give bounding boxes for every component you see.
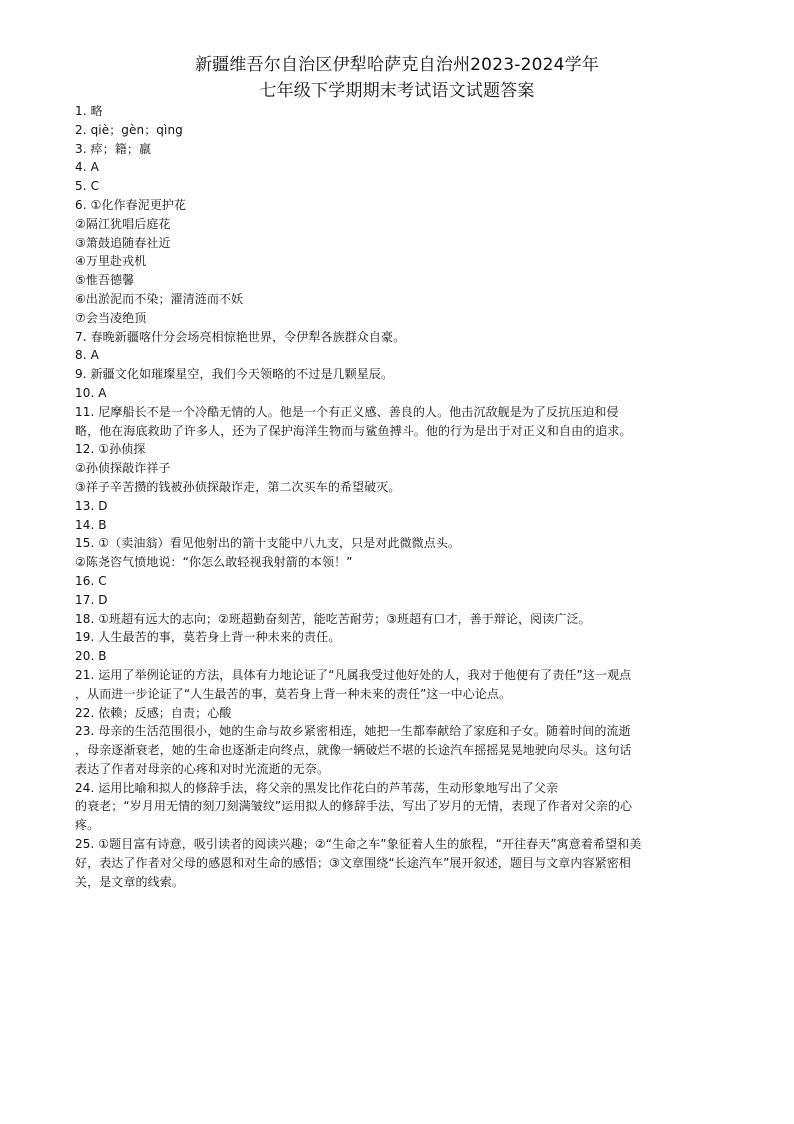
answer-line: 22. 依赖；反感；自责；心酸	[75, 705, 232, 720]
answer-line: 21. 运用了举例论证的方法，具体有力地论证了“凡属我受过他好处的人，我对于他便有了责任”这一观点	[75, 667, 632, 682]
answer-line: 11. 尼摩船长不是一个冷酷无情的人。他是一个有正义感、善良的人。他击沉敌舰是为了反抗压迫和侵	[75, 404, 619, 419]
answer-line: 25. ①题目富有诗意，吸引读者的阅读兴趣；②“生命之车”象征着人生的旅程，“开往春天”寓意着希望和美	[75, 837, 642, 852]
answer-line: 好，表达了作者对父母的感恩和对生命的感悟；③文章围绕“长途汽车”展开叙述，题目与文章内容紧密相	[75, 855, 631, 870]
answer-line: 关，是文章的线索。	[75, 874, 184, 889]
answer-line: 6. ①化作春泥更护花	[75, 197, 187, 212]
answer-line: 15. ①（卖油翁）看见他射出的箭十支能中八九支，只是对此微微点头。	[75, 536, 461, 551]
document-title	[0, 52, 794, 104]
answer-line: 7. 春晚新疆喀什分会场亮相惊艳世界，令伊犁各族群众自豪。	[75, 329, 406, 344]
answer-line: 3. 瘁；籍；羸	[75, 141, 152, 156]
answer-line: 9. 新疆文化如璀璨星空，我们今天领略的不过是几颗星辰。	[75, 367, 394, 382]
answer-line: 2. qiè；gèn；qìng	[75, 122, 183, 137]
answer-line: 表达了作者对母亲的心疼和对时光流逝的无奈。	[75, 761, 330, 776]
answer-line: 4. A	[75, 160, 99, 175]
answer-line: ④万里赴戎机	[75, 254, 147, 269]
answer-line: 19. 人生最苦的事，莫若身上背一种未来的责任。	[75, 630, 341, 645]
answer-line: 的衰老；“岁月用无情的刻刀刻满皱纹”运用拟人的修辞手法，写出了岁月的无情，表现了作者对父亲的心	[75, 799, 633, 814]
answer-line: ③箫鼓追随春社近	[75, 235, 171, 250]
title-line-2: 七年级下学期期末考试语文试题答案	[259, 81, 535, 101]
answer-line: 20. B	[75, 649, 107, 664]
answer-list	[75, 102, 721, 891]
answer-line: 8. A	[75, 348, 99, 363]
answer-line: 1. 略	[75, 104, 103, 118]
answer-line: ②隔江犹唱后庭花	[75, 216, 171, 231]
answer-line: 14. B	[75, 517, 107, 532]
answer-line: 17. D	[75, 592, 108, 607]
answer-line: ，从而进一步论证了“人生最苦的事，莫若身上背一种未来的责任”这一中心论点。	[75, 686, 512, 701]
answer-line: 13. D	[75, 498, 108, 513]
answer-line: ②孙侦探敲诈祥子	[75, 461, 171, 476]
answer-line: ③祥子辛苦攒的钱被孙侦探敲诈走，第二次买车的希望破灭。	[75, 479, 401, 494]
answer-line: 10. A	[75, 385, 107, 400]
answer-line: 略，他在海底救助了许多人，还为了保护海洋生物而与鲨鱼搏斗。他的行为是出于对正义和自由的追求。	[75, 423, 632, 438]
answer-line: 24. 运用比喻和拟人的修辞手法，将父亲的黑发比作花白的芦苇荡，生动形象地写出了父亲	[75, 780, 559, 795]
answer-line: 12. ①孙侦探	[75, 442, 146, 457]
answer-line: ②陈尧咨气愤地说：“你怎么敢轻视我射箭的本领！”	[75, 555, 353, 570]
answer-line: 疼。	[75, 818, 100, 833]
answer-line: 16. C	[75, 573, 107, 588]
answer-line: 23. 母亲的生活范围很小，她的生命与故乡紧密相连，她把一生都奉献给了家庭和子女。随着时间的流逝	[75, 724, 631, 739]
answer-line: ，母亲逐渐衰老，她的生命也逐渐走向终点，就像一辆破烂不堪的长途汽车摇摇晃晃地驶向尽头。这句话	[75, 743, 632, 758]
answer-line: 18. ①班超有远大的志向；②班超勤奋刻苦，能吃苦耐劳；③班超有口才，善于辩论，阅读广泛。	[75, 611, 591, 626]
answer-line: ⑥出淤泥而不染；濯清涟而不妖	[75, 291, 244, 306]
answer-line: ⑤惟吾德馨	[75, 273, 135, 288]
answer-line: 5. C	[75, 179, 100, 194]
answer-line: ⑦会当凌绝顶	[75, 310, 147, 325]
title-line-1: 新疆维吾尔自治区伊犁哈萨克自治州2023-2024学年	[194, 55, 600, 75]
